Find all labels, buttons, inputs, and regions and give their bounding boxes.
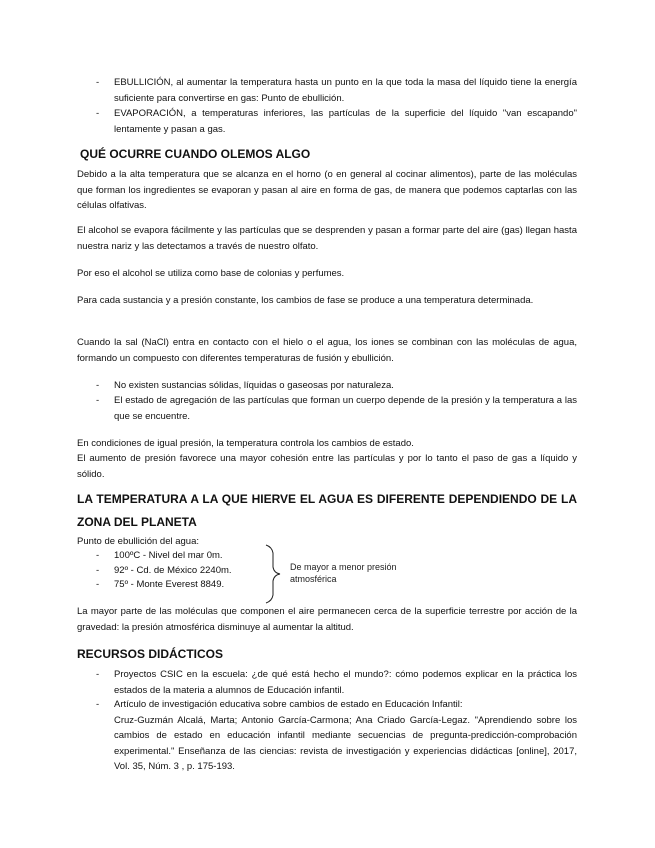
list-item-text: 92º - Cd. de México 2240m. <box>114 565 232 576</box>
paragraph: El aumento de presión favorece una mayor cohesión entre las partículas y por lo tanto el paso de gas a líquido y sólido. <box>77 453 577 480</box>
paragraph: La mayor parte de las moléculas que componen el aire permanecen cerca de la superficie terrestre por acción de la gravedad: la presión atmosférica disminuye al aumentar la altitud. <box>77 606 577 633</box>
brace-icon <box>258 543 288 605</box>
citation-text: Cruz-Guzmán Alcalá, Marta; Antonio García-Carmona; Ana Criado García-Legaz. "Aprendiendo sobre los cambios de estado en educación infantil mediante secuencias de pregunta-predicción-comprobación experimental." Enseñanza de las ciencias: revista de investigación y experiencias didácticas [online], 2017, Vol. 35, Núm. 3 , p. 175-193. <box>114 714 577 772</box>
bullet-dash: - <box>96 380 100 391</box>
paragraph: Para cada sustancia y a presión constante, los cambios de fase se produce a una temperatura determinada. <box>77 295 534 306</box>
paragraph: El alcohol se evapora fácilmente y las partículas que se desprenden y pasan a formar parte del aire (gas) llegan hasta nuestra nariz y las detectamos a través de nuestro olfato. <box>77 225 577 252</box>
list-item <box>77 378 577 394</box>
list-item <box>77 106 577 137</box>
bullet-dash: - <box>96 579 100 590</box>
list-item-text: EBULLICIÓN, al aumentar la temperatura hasta un punto en la que toda la masa del líquido tiene la energía suficiente para convertirse en gas: Punto de ebullición. <box>114 77 577 104</box>
list-item-title: Artículo de investigación educativa sobre cambios de estado en Educación Infantil: <box>114 699 463 710</box>
section-heading: RECURSOS DIDÁCTICOS <box>77 647 224 661</box>
bullet-dash: - <box>96 77 100 88</box>
list-item-text: Proyectos CSIC en la escuela: ¿de qué está hecho el mundo?: cómo podemos explicar en la práctica los estados de la materia a alumnos de Educación infantil. <box>114 669 577 696</box>
bullet-dash: - <box>96 108 100 119</box>
bullet-dash: - <box>96 565 100 576</box>
list-item <box>77 697 577 775</box>
section-heading: LA TEMPERATURA A LA QUE HIERVE EL AGUA ES DIFERENTE DEPENDIENDO DE LA ZONA DEL PLANETA <box>77 492 577 529</box>
bullet-dash: - <box>96 550 100 561</box>
bullet-dash: - <box>96 669 100 680</box>
list-item <box>77 393 577 424</box>
list-item-text: 100ºC - Nivel del mar 0m. <box>114 550 223 561</box>
list-item-text: EVAPORACIÓN, a temperaturas inferiores, las partículas de la superficie del líquido "van escapando" lentamente y pasan a gas. <box>114 108 577 135</box>
list-item-text: El estado de agregación de las partículas que forman un cuerpo depende de la presión y la temperatura a las que se encuentre. <box>114 395 577 422</box>
list-item-text: No existen sustancias sólidas, líquidas o gaseosas por naturaleza. <box>114 380 394 391</box>
paragraph: Cuando la sal (NaCl) entra en contacto con el hielo o el agua, los iones se combinan con las moléculas de agua, formando un compuesto con diferentes temperaturas de fusión y ebullición. <box>77 337 577 364</box>
pressure-annotation: De mayor a menor presión atmosférica <box>290 562 397 584</box>
paragraph: En condiciones de igual presión, la temperatura controla los cambios de estado. <box>77 438 414 449</box>
paragraph: Punto de ebullición del agua: <box>77 536 200 547</box>
bullet-dash: - <box>96 699 100 710</box>
section-heading: QUÉ OCURRE CUANDO OLEMOS ALGO <box>80 147 311 161</box>
list-item <box>77 75 577 106</box>
bullet-dash: - <box>96 395 100 406</box>
paragraph: Debido a la alta temperatura que se alcanza en el horno (o en general al cocinar alimentos), parte de las moléculas que forman los ingredientes se evaporan y pasan al aire en forma de gas, de manera que podemos captarlas con las células olfativas. <box>77 169 577 211</box>
paragraph: Por eso el alcohol se utiliza como base de colonias y perfumes. <box>77 268 345 279</box>
list-item <box>77 667 577 698</box>
list-item-text: 75º - Monte Everest 8849. <box>114 579 225 590</box>
